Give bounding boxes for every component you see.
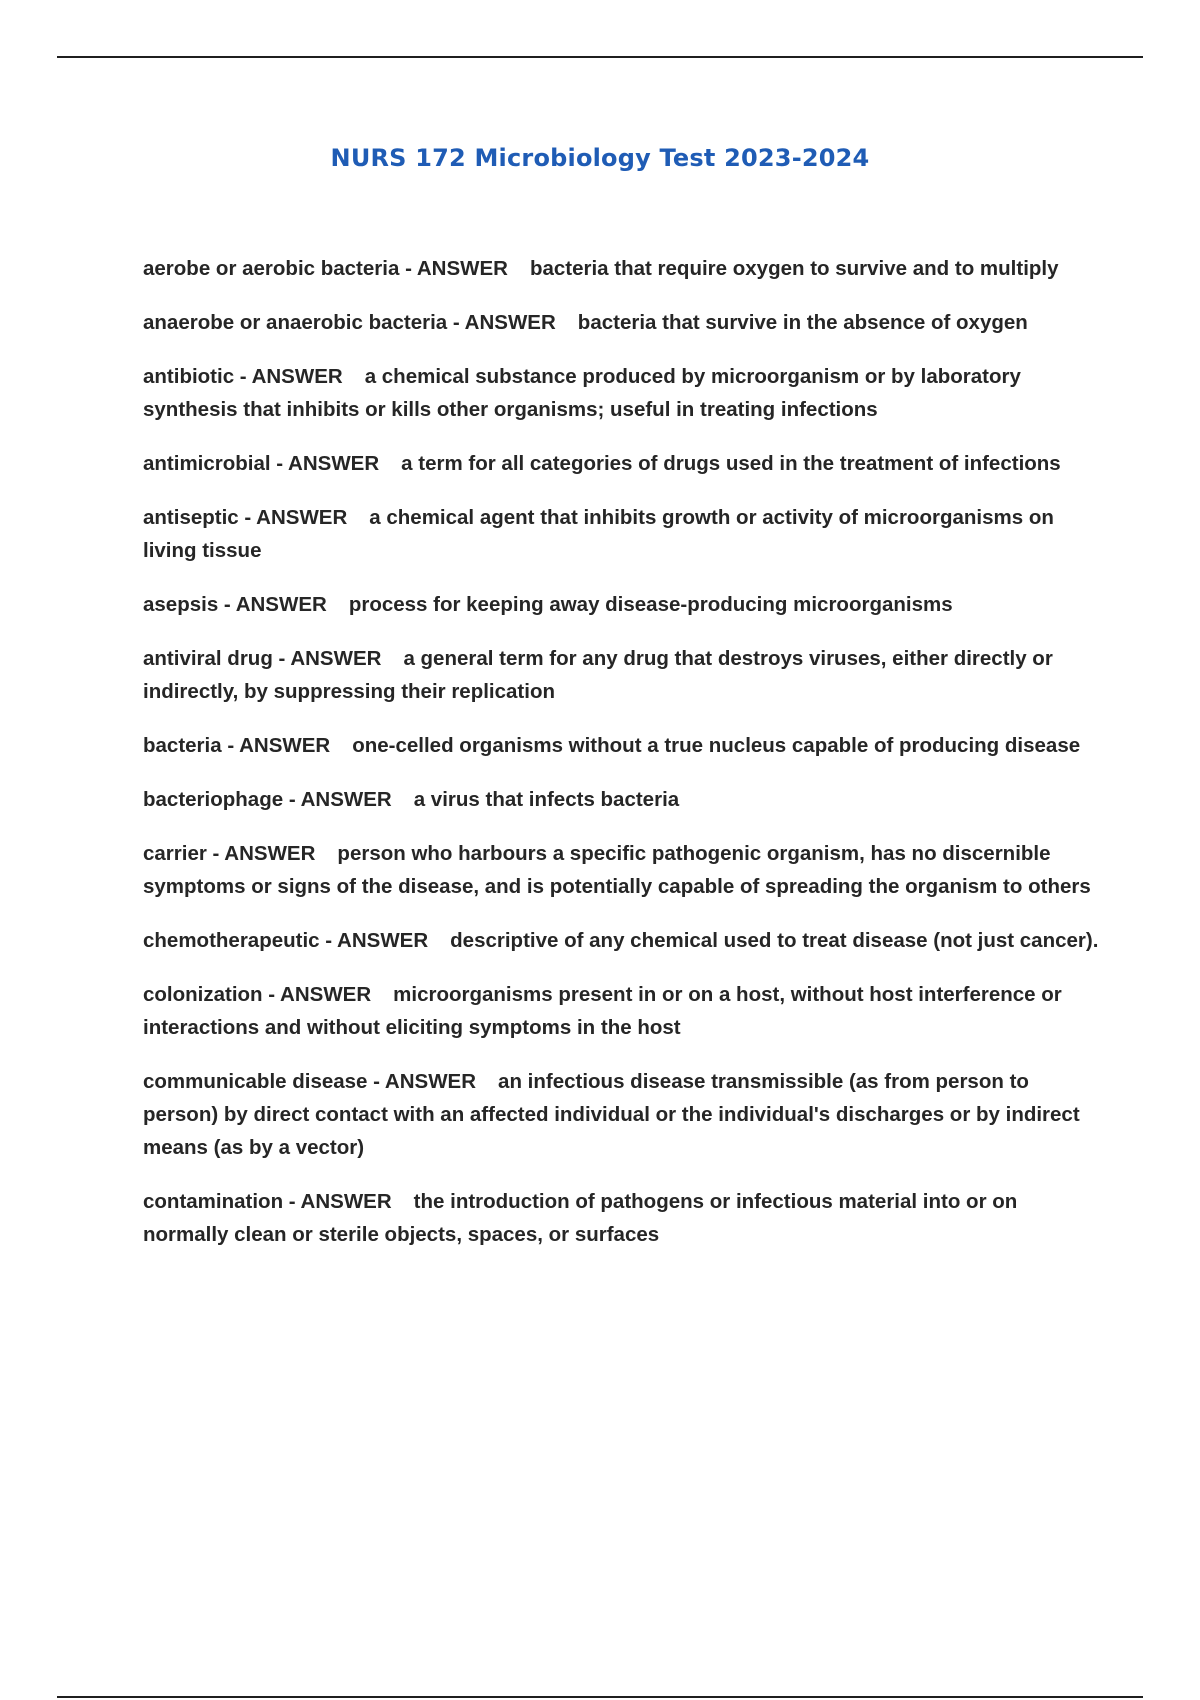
entry-definition: a chemical substance produced by microorganism or by laboratory synthesis that inhibits or kills other organisms; useful in treating infections — [143, 365, 1021, 421]
entry-separator: - ANSWER — [272, 647, 382, 670]
glossary-entry — [143, 1065, 1103, 1164]
entry-definition: bacteria that survive in the absence of oxygen — [577, 311, 1028, 334]
entry-definition: process for keeping away disease-producing microorganisms — [348, 593, 953, 616]
entry-separator: - ANSWER — [399, 257, 508, 280]
entry-separator: - ANSWER — [218, 593, 327, 616]
entry-definition: a chemical agent that inhibits growth or activity of microorganisms on living tissue — [143, 506, 1054, 562]
entry-term: carrier — [143, 842, 207, 865]
glossary-entry — [143, 447, 1103, 480]
entry-term: antibiotic — [143, 365, 235, 388]
entry-separator: - ANSWER — [270, 452, 380, 475]
glossary-list — [143, 252, 1103, 1272]
entry-definition: descriptive of any chemical used to treat disease (not just cancer). — [450, 929, 1099, 952]
entry-separator: - ANSWER — [234, 365, 343, 388]
entry-definition: bacteria that require oxygen to survive and to multiply — [529, 257, 1059, 280]
glossary-entry — [143, 924, 1103, 957]
top-rule — [57, 56, 1143, 58]
entry-definition: an infectious disease transmissible (as from person to person) by direct contact with an affected individual or the individual's discharges or by indirect means (as by a vector) — [143, 1070, 1080, 1159]
entry-definition: microorganisms present in or on a host, without host interference or interactions and without eliciting symptoms in the host — [143, 983, 1062, 1039]
entry-term: aerobe or aerobic bacteria — [143, 257, 400, 280]
entry-definition: a virus that infects bacteria — [413, 788, 680, 811]
entry-term: antiseptic — [143, 506, 239, 529]
entry-definition: one-celled organisms without a true nucleus capable of producing disease — [352, 734, 1081, 757]
glossary-entry — [143, 306, 1103, 339]
entry-separator: - ANSWER — [447, 311, 556, 334]
entry-term: asepsis — [143, 593, 219, 616]
entry-term: bacteria — [143, 734, 222, 757]
glossary-entry — [143, 360, 1103, 426]
entry-separator: - ANSWER — [319, 929, 429, 952]
entry-term: bacteriophage — [143, 788, 284, 811]
glossary-entry — [143, 642, 1103, 708]
glossary-entry — [143, 837, 1103, 903]
glossary-entry — [143, 252, 1103, 285]
entry-separator: - ANSWER — [367, 1070, 477, 1093]
entry-term: colonization — [143, 983, 263, 1006]
entry-term: antiviral drug — [143, 647, 273, 670]
entry-separator: - ANSWER — [283, 788, 392, 811]
bottom-rule — [57, 1696, 1143, 1698]
document-title: NURS 172 Microbiology Test 2023-2024 — [330, 144, 870, 172]
entry-separator: - ANSWER — [283, 1190, 392, 1213]
glossary-entry — [143, 501, 1103, 567]
entry-term: contamination — [143, 1190, 284, 1213]
entry-separator: - ANSWER — [221, 734, 331, 757]
entry-term: communicable disease — [143, 1070, 368, 1093]
entry-definition: person who harbours a specific pathogenic organism, has no discernible symptoms or signs of the disease, and is potentially capable of spreading the organism to others — [143, 842, 1091, 898]
glossary-entry — [143, 588, 1103, 621]
entry-separator: - ANSWER — [206, 842, 316, 865]
glossary-entry — [143, 783, 1103, 816]
glossary-entry — [143, 729, 1103, 762]
entry-term: chemotherapeutic — [143, 929, 320, 952]
entry-separator: - ANSWER — [238, 506, 348, 529]
glossary-entry — [143, 1185, 1103, 1251]
entry-term: anaerobe or anaerobic bacteria — [143, 311, 448, 334]
entry-definition: a term for all categories of drugs used in the treatment of infections — [401, 452, 1061, 475]
entry-definition: a general term for any drug that destroys viruses, either directly or indirectly, by suppressing their replication — [143, 647, 1053, 703]
entry-separator: - ANSWER — [262, 983, 372, 1006]
entry-term: antimicrobial — [143, 452, 271, 475]
glossary-entry — [143, 978, 1103, 1044]
entry-definition: the introduction of pathogens or infectious material into or on normally clean or sterile objects, spaces, or surfaces — [143, 1190, 1018, 1246]
